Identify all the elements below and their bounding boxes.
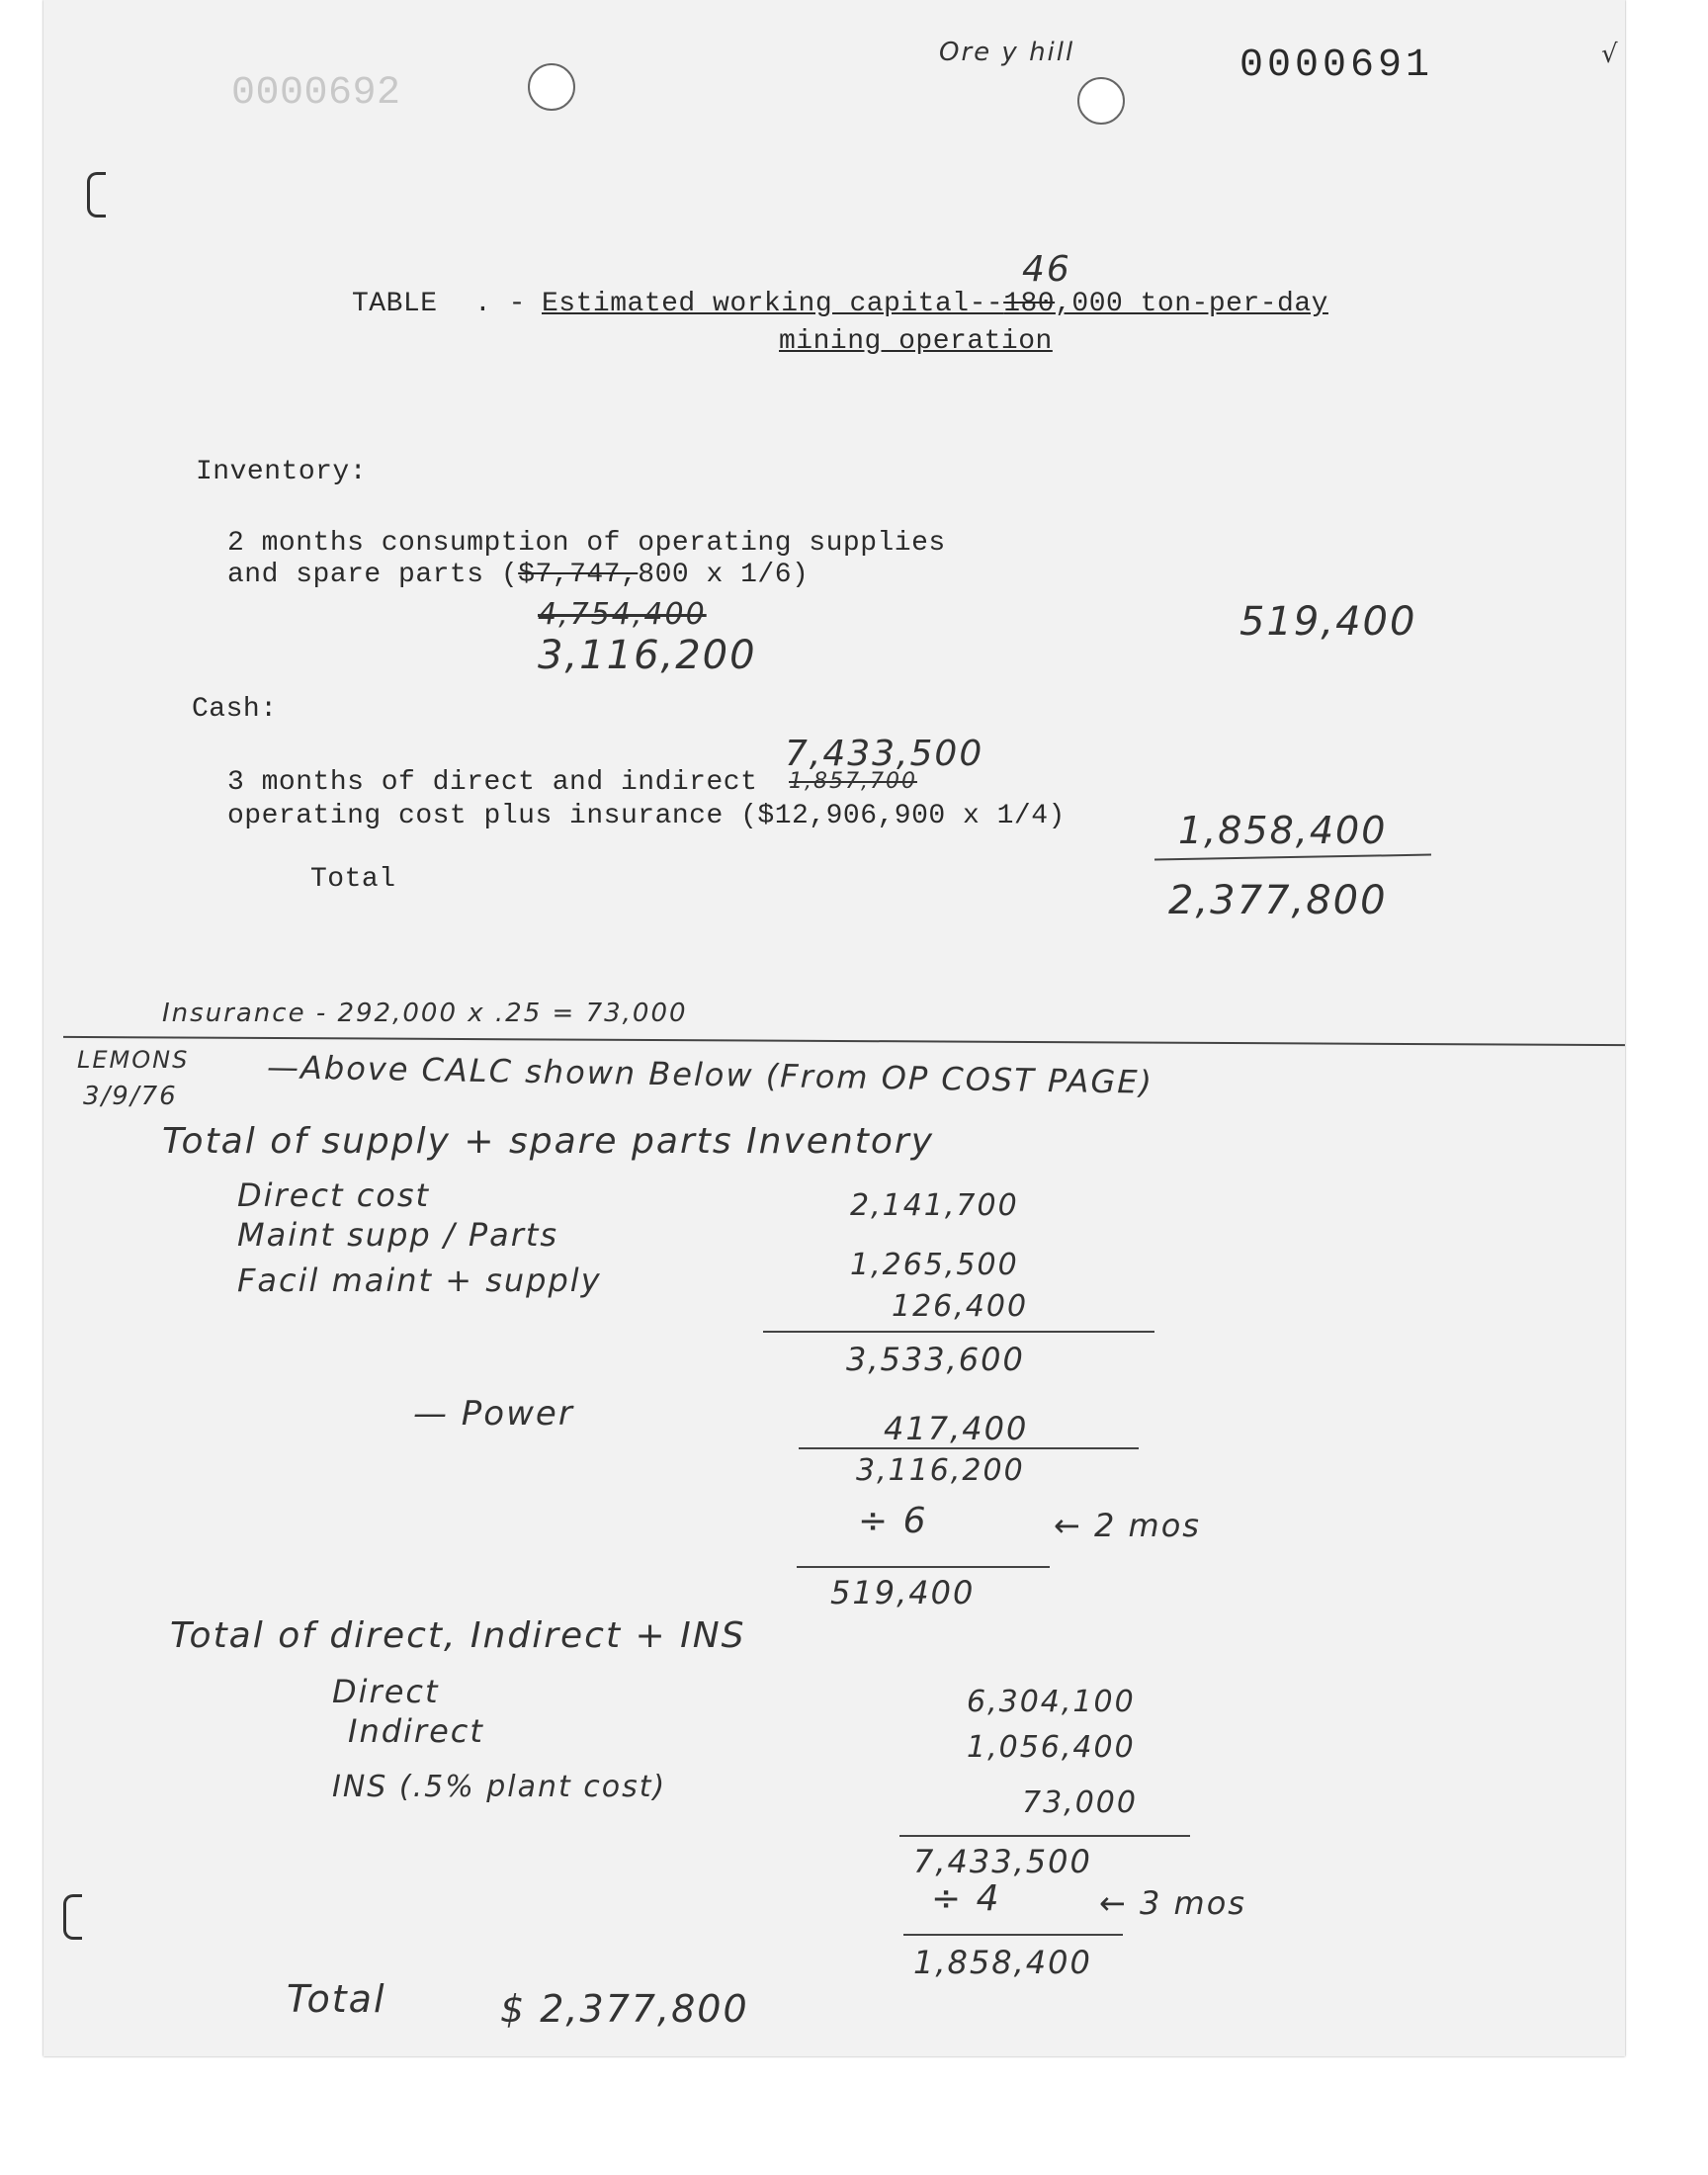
cash-heading: Cash: xyxy=(192,694,278,725)
section2-title: Total of direct, Indirect + INS xyxy=(170,1615,746,1656)
inventory-corrected-value: 3,116,200 xyxy=(538,633,757,678)
section2-subtotal: 7,433,500 xyxy=(913,1843,1092,1880)
corner-check-mark: √ xyxy=(1601,40,1620,69)
title-line-2: mining operation xyxy=(779,326,1053,357)
punch-hole xyxy=(528,63,575,111)
title-line-1: Estimated working capital--180,000 ton-per-day xyxy=(542,289,1328,319)
author-name: LEMONS xyxy=(77,1046,190,1074)
ghost-doc-number: 0000692 xyxy=(231,71,401,116)
cash-line-2: operating cost plus insurance ($12,906,900 x 1/4) xyxy=(227,801,1066,831)
section2-item-label: Indirect xyxy=(348,1712,484,1750)
section2-rule xyxy=(899,1835,1190,1837)
total-amount: 2,377,800 xyxy=(1168,878,1388,923)
section2-item-label: INS (.5% plant cost) xyxy=(332,1770,667,1804)
doc-number: 0000691 xyxy=(1239,44,1434,88)
insurance-note: Insurance - 292,000 x .25 = 73,000 xyxy=(162,999,688,1028)
section1-subtotal: 3,533,600 xyxy=(846,1341,1025,1378)
title-correction: 46 xyxy=(1022,249,1071,290)
punch-hole xyxy=(1077,77,1125,125)
section2-result-rule xyxy=(903,1934,1123,1936)
document-page xyxy=(43,0,1625,2056)
grand-total-value: $ 2,377,800 xyxy=(500,1987,749,2031)
power-rule xyxy=(799,1447,1139,1449)
section1-rule xyxy=(763,1331,1154,1333)
cash-amount: 1,858,400 xyxy=(1178,809,1388,852)
inventory-struck-value: 4,754,400 xyxy=(538,597,707,632)
section1-result-rule xyxy=(797,1566,1050,1568)
section1-item-value: 2,141,700 xyxy=(850,1188,1019,1223)
section1-item-value: 126,400 xyxy=(892,1289,1029,1324)
table-label: TABLE xyxy=(352,289,438,319)
inventory-amount: 519,400 xyxy=(1239,599,1417,645)
binding-bracket xyxy=(87,172,106,218)
top-handwritten-note: Ore y hill xyxy=(939,38,1075,67)
section-divider xyxy=(63,1036,1625,1046)
section1-item-label: Facil maint + supply xyxy=(237,1262,602,1299)
inventory-line-2: and spare parts ($7,747,800 x 1/6) xyxy=(227,560,810,590)
author-date: 3/9/76 xyxy=(83,1082,178,1111)
inventory-heading: Inventory: xyxy=(196,457,368,487)
table-sep: . - xyxy=(474,289,526,319)
grand-total-label: Total xyxy=(287,1977,386,2021)
section1-arrow-note: ← 2 mos xyxy=(1054,1507,1201,1544)
section2-result: 1,858,400 xyxy=(913,1944,1092,1981)
cash-line-1: 3 months of direct and indirect xyxy=(227,767,758,798)
section2-item-value: 6,304,100 xyxy=(967,1685,1136,1719)
section1-result: 519,400 xyxy=(830,1574,976,1611)
section1-net: 3,116,200 xyxy=(856,1453,1025,1488)
binding-bracket xyxy=(63,1894,82,1940)
section1-title: Total of supply + spare parts Inventory xyxy=(162,1121,935,1162)
section2-divisor: ÷ 4 xyxy=(931,1878,1001,1919)
cash-correction: 7,433,500 xyxy=(785,734,984,774)
section1-item-label: Direct cost xyxy=(237,1176,431,1214)
section1-item-label: Maint supp / Parts xyxy=(237,1216,559,1254)
total-label: Total xyxy=(310,864,396,895)
section2-arrow-note: ← 3 mos xyxy=(1099,1884,1246,1922)
power-value: 417,400 xyxy=(884,1410,1029,1447)
section2-item-label: Direct xyxy=(332,1673,440,1710)
total-rule xyxy=(1154,854,1431,861)
calc-header: —Above CALC shown Below (From OP COST PAGE) xyxy=(266,1048,1154,1101)
section2-item-value: 73,000 xyxy=(1022,1785,1138,1820)
section1-item-value: 1,265,500 xyxy=(850,1248,1019,1282)
section1-divisor: ÷ 6 xyxy=(858,1501,928,1541)
section2-item-value: 1,056,400 xyxy=(967,1730,1136,1765)
power-label: — Power xyxy=(413,1394,574,1434)
cash-correction-struck: 1,857,700 xyxy=(789,769,917,794)
inventory-line-1: 2 months consumption of operating supplies xyxy=(227,528,946,559)
